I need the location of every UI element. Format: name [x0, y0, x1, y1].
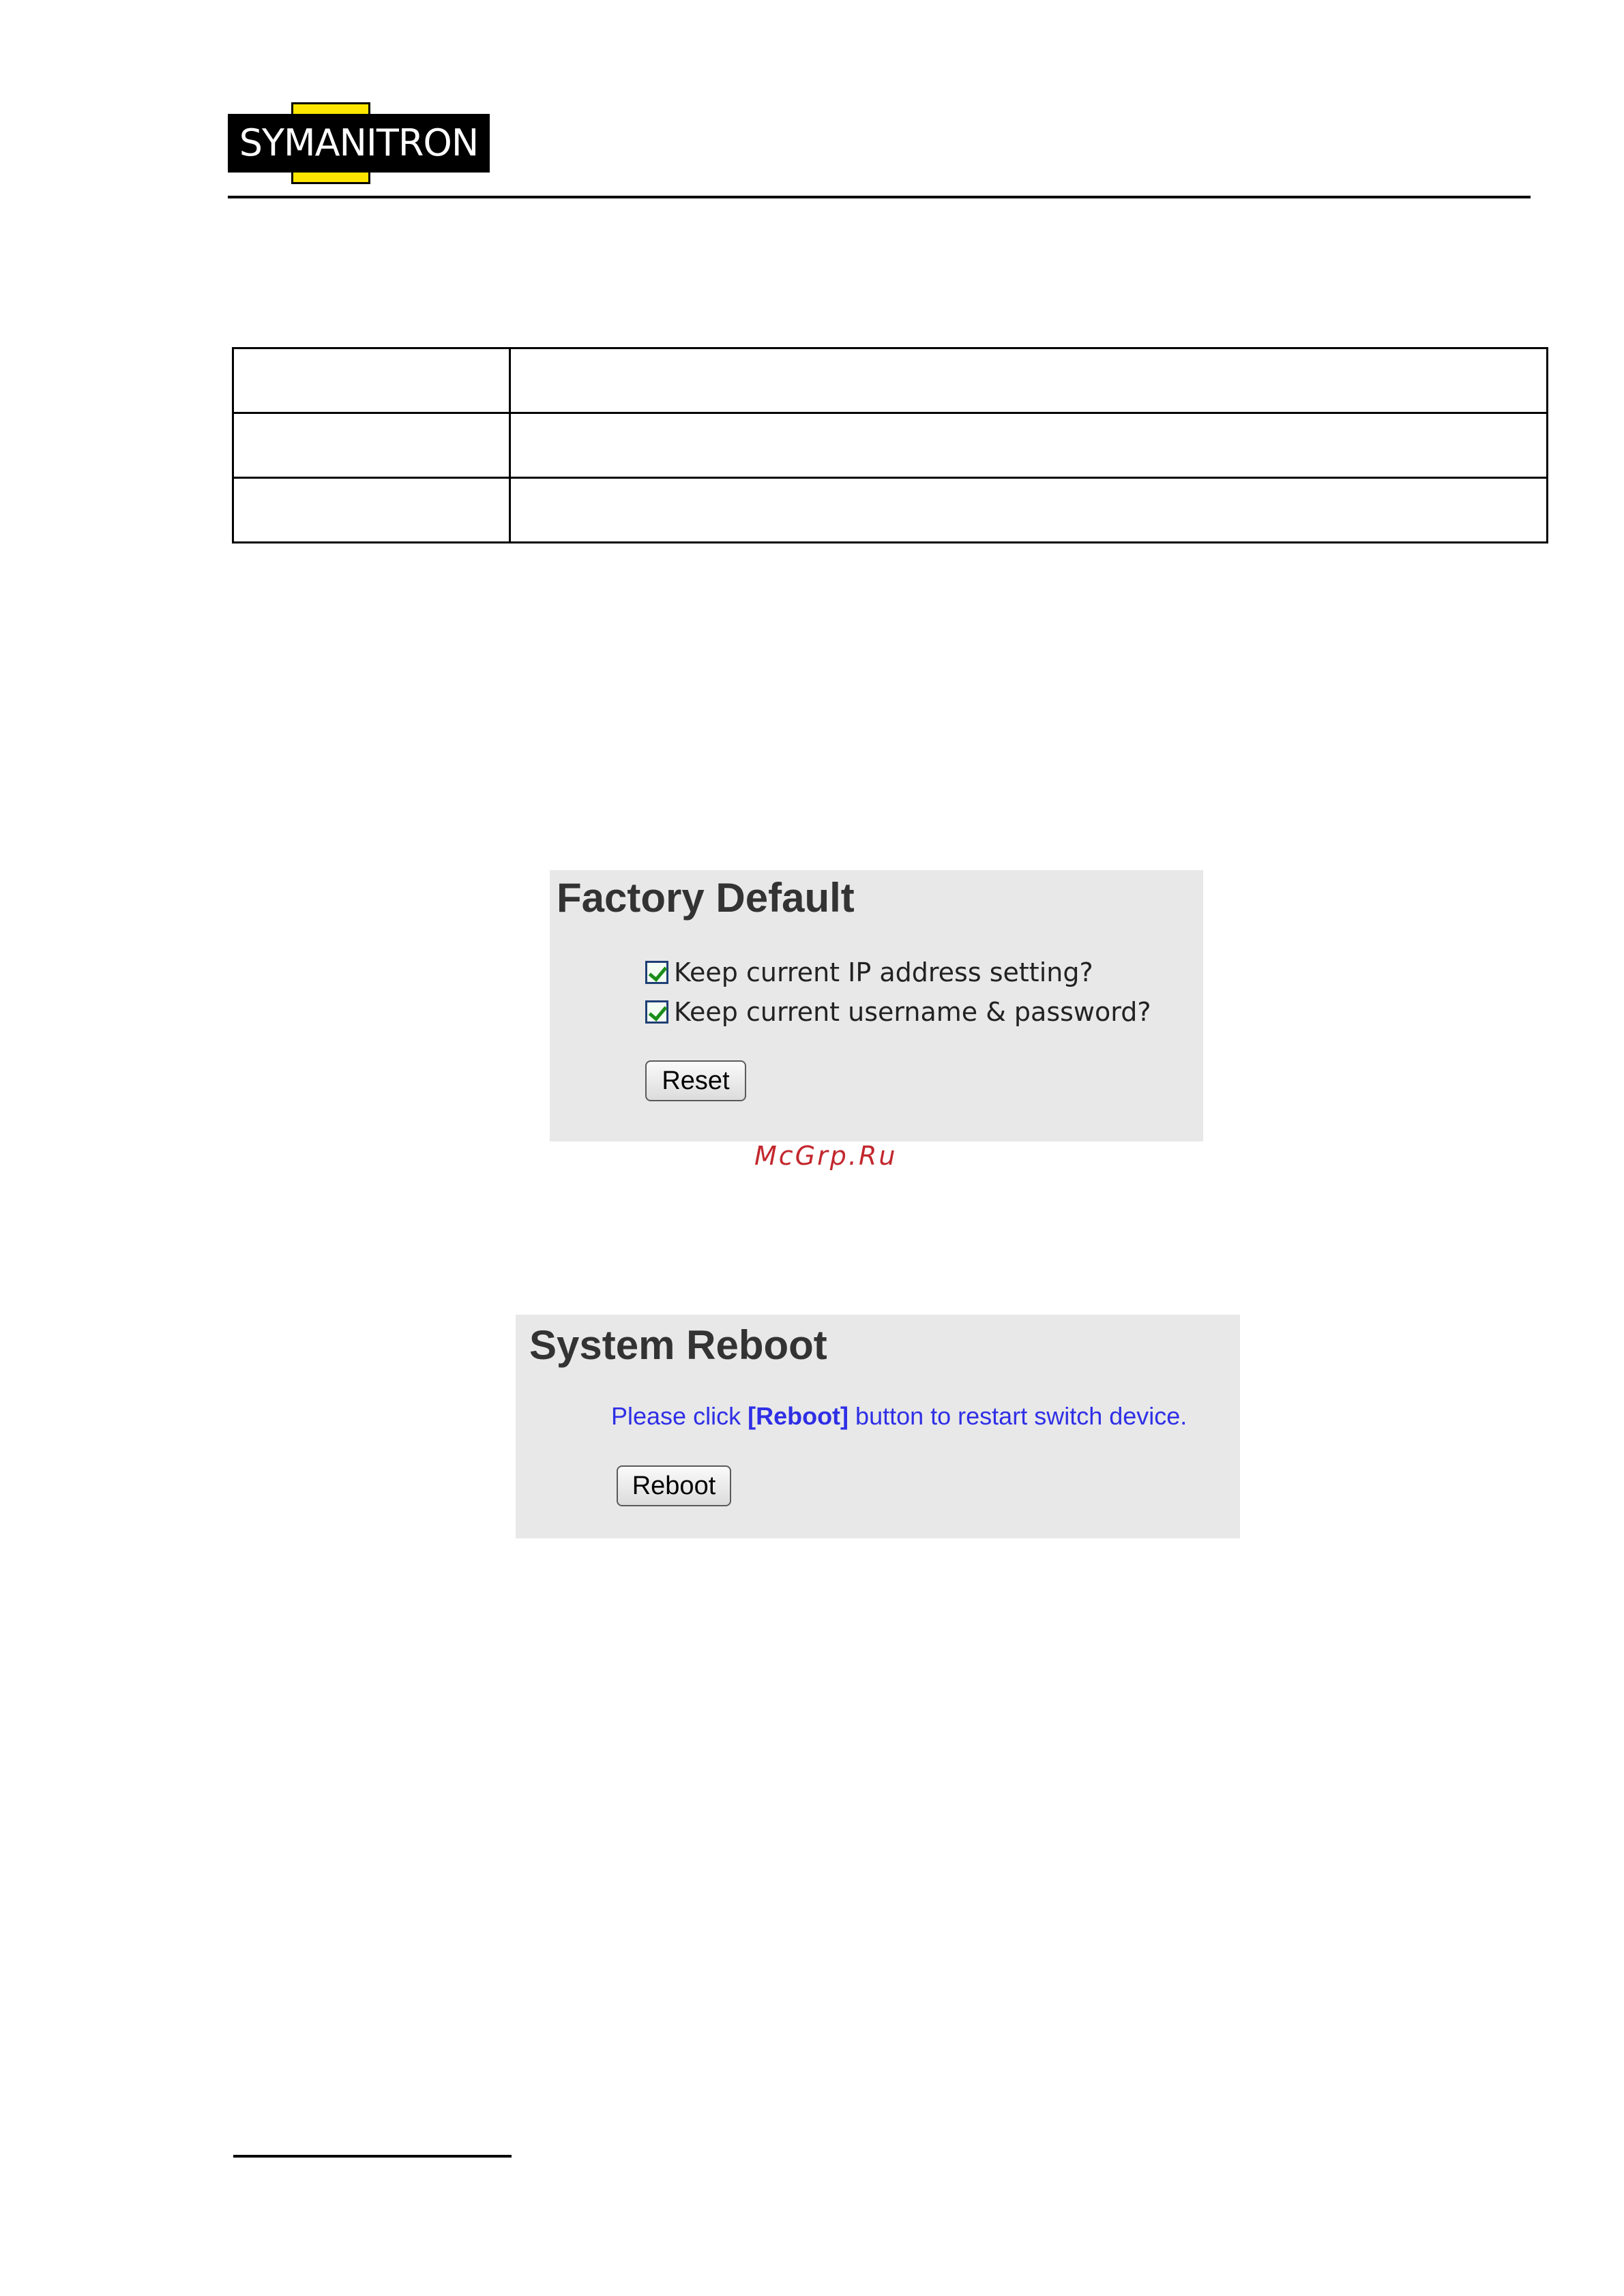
table-row	[233, 478, 1548, 543]
table-cell	[510, 413, 1548, 478]
table-cell	[510, 348, 1548, 413]
watermark: McGrp.Ru	[754, 1141, 898, 1171]
table-cell	[233, 348, 510, 413]
table-cell	[233, 478, 510, 543]
reboot-instruction-end: button to restart switch device.	[848, 1402, 1187, 1430]
table-cell	[510, 478, 1548, 543]
reset-button[interactable]: Reset	[645, 1060, 746, 1101]
check-icon	[649, 962, 668, 982]
keep-credentials-option[interactable]	[645, 997, 1151, 1027]
footnote-divider	[233, 2155, 512, 2158]
keep-credentials-checkbox[interactable]	[645, 1000, 668, 1024]
keep-credentials-label: Keep current username & password?	[674, 997, 1151, 1027]
factory-default-panel	[550, 870, 1203, 1142]
table-row	[233, 413, 1548, 478]
keep-ip-option[interactable]	[645, 957, 1093, 987]
system-reboot-title: System Reboot	[529, 1322, 827, 1368]
keep-ip-checkbox[interactable]	[645, 961, 668, 984]
reboot-instruction-start: Please click	[611, 1402, 748, 1430]
reboot-button[interactable]: Reboot	[617, 1465, 731, 1506]
system-reboot-panel	[516, 1315, 1240, 1538]
check-icon	[649, 1002, 668, 1022]
reboot-instruction	[611, 1402, 1187, 1431]
empty-parameter-table	[232, 347, 1548, 543]
keep-ip-label: Keep current IP address setting?	[674, 957, 1093, 987]
reboot-instruction-bold: [Reboot]	[748, 1402, 849, 1430]
table-cell	[233, 413, 510, 478]
table-row	[233, 348, 1548, 413]
symanitron-logo	[228, 102, 490, 184]
logo-text: SYMANITRON	[239, 121, 479, 164]
factory-default-title: Factory Default	[557, 875, 855, 921]
header-divider	[228, 196, 1531, 198]
